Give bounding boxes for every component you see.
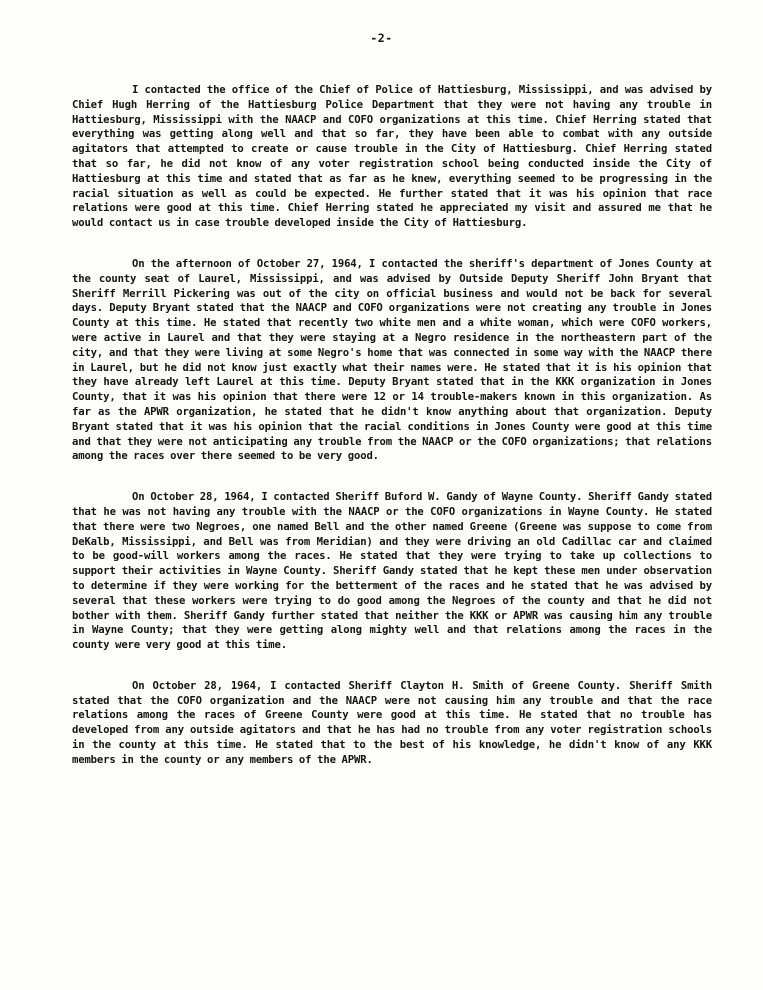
paragraph-hattiesburg-police: I contacted the office of the Chief of Police of Hattiesburg, Mississippi, and was advised by Chief Hugh Herring of the Hattiesburg Police Department that they were not having any trouble in Hattiesburg, Mississippi with the NAACP and COFO organizations at this time. Chief Herring stated that everything was getting along well and that so far, they have been able to combat with any outside agitators that attempted to create or cause trouble in the City of Hattiesburg. Chief Herring stated that so far, he did not know of any voter registration school being conducted inside the City of Hattiesburg at this time and stated that as far as he knew, everything seemed to be progressing in the racial situation as well as could be expected. He further stated that it was his opinion that race relations were good at this time. Chief Herring stated he appreciated my visit and assured me that he would contact us in case trouble developed inside the City of Hattiesburg. <box>72 84 712 230</box>
paragraph-jones-county-sheriff: On the afternoon of October 27, 1964, I contacted the sheriff's department of Jones County at the county seat of Laurel, Mississippi, and was advised by Outside Deputy Sheriff John Bryant that Sheriff Merrill Pickering was out of the city on official business and would not be back for several days. Deputy Bryant stated that the NAACP and COFO organizations were not creating any trouble in Jones County at this time. He stated that recently two white men and a white woman, which were COFO workers, were active in Laurel and that they were staying at a Negro residence in the northeastern part of the city, and that they were living at some Negro's home that was connected in some way with the NAACP there in Laurel, but he did not know just exactly what their names were. He stated that it is his opinion that they have already left Laurel at this time. Deputy Bryant stated that in the KKK organization in Jones County, that it was his opinion that there were 12 or 14 trouble-makers known in this organization. As far as the APWR organization, he stated that he didn't know anything about that organization. Deputy Bryant stated that it was his opinion that the racial conditions in Jones County were good at this time and that they were not anticipating any trouble from the NAACP or the COFO organizations; that relations among the races over there seemed to be very good. <box>72 257 712 463</box>
paragraph-wayne-county-sheriff: On October 28, 1964, I contacted Sheriff Buford W. Gandy of Wayne County. Sheriff Gandy stated that he was not having any trouble with the NAACP or the COFO organizations in Wayne County. He stated that there were two Negroes, one named Bell and the other named Greene (Greene was suppose to come from DeKalb, Mississippi, and Bell was from Meridian) and they were driving an old Cadillac car and claimed to be good-will workers among the races. He stated that they were trying to take up collections to support their activities in Wayne County. Sheriff Gandy stated that he kept these men under observation to determine if they were working for the betterment of the races and he stated that he was advised by several that these workers were trying to do good among the Negroes of the county and that he did not bother with them. Sheriff Gandy further stated that neither the KKK or APWR was causing him any trouble in Wayne County; that they were getting along mighty well and that relations among the races in the county were very good at this time. <box>72 491 712 652</box>
document-body <box>72 83 712 768</box>
page-number: -2- <box>370 31 393 45</box>
paragraph-greene-county-sheriff: On October 28, 1964, I contacted Sheriff Clayton H. Smith of Greene County. Sheriff Smith stated that the COFO organization and the NAACP were not causing him any trouble and that the race relations among the races of Greene County were good at this time. He stated that no trouble has developed from any outside agitators and that he has had no trouble from any voter registration schools in the county at this time. He stated that to the best of his knowledge, he didn't know of any KKK members in the county or any members of the APWR. <box>72 679 712 766</box>
